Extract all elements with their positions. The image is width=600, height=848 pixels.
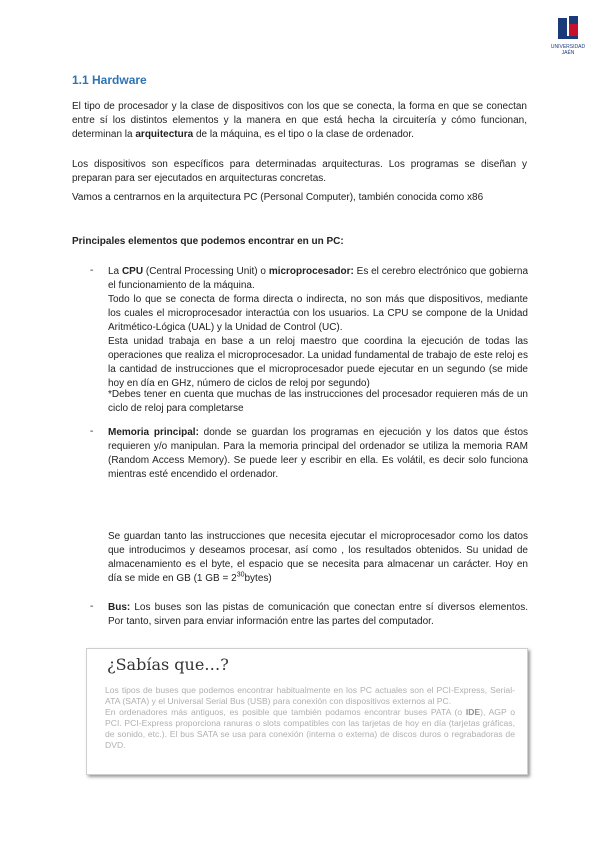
list-item-cpu [108, 265, 528, 391]
intro-p1-text: El tipo de procesador y la clase de dispositivos con los que se conecta, la forma en que se conectan entre sí los distintos elementos y la manera en que está hecha la circuitería y cómo funcionan, determinan la [72, 101, 527, 140]
cpu-paragraph-3: Esta unidad trabaja en base a un reloj maestro que coordina la ejecución de todas las operaciones que realiza el microprocesador. La unidad fundamental de trabajo de este reloj es la cantidad de instrucciones que el microprocesador puede ejecutar en un segundo (se mide hoy en día en GHz, número de ciclos de reloj por segundo) [108, 336, 528, 389]
logo-text [548, 44, 588, 56]
memory-p2-exponent: 30 [236, 571, 245, 579]
intro-paragraph-2: Los dispositivos son específicos para determinadas arquitecturas. Los programas se diseñan y preparan para ser ejecutados en arquitecturas concretas. [72, 159, 527, 184]
microprocessor-term: microprocesador: [268, 266, 354, 277]
cpu-mid: (Central Processing Unit) o [143, 266, 269, 277]
callout-paragraph-1: Los tipos de buses que podemos encontrar habitualmente en los PC actuales son el PCI-Express, Serial-ATA (SATA) y el Universal Serial Bus (USB) para conexión con dispositivos externos al PC. [105, 685, 515, 706]
memory-term: Memoria principal: [108, 427, 199, 438]
cpu-note: *Debes tener en cuenta que muchas de las instrucciones del procesador requieren más de un ciclo de reloj para completarse [108, 389, 528, 414]
memory-p2-text: Se guardan tanto las instrucciones que necesita ejecutar el microprocesador como los datos que introducimos y deseamos procesar, así como , los resultados obtenidos. Su unidad de almacenamiento es el byte, el espacio que se necesita para almacenar un carácter. Hoy en día se mide en GB (1 GB = 2 [108, 531, 528, 584]
intro-paragraph-3: Vamos a centrarnos en la arquitectura PC (Personal Computer), también conocida como x86 [72, 192, 484, 203]
list-bullet: - [90, 265, 94, 276]
cpu-pre: La [108, 266, 122, 277]
bus-term: Bus: [108, 602, 131, 613]
list-item-memory [108, 426, 528, 482]
list-bullet: - [90, 426, 94, 437]
callout-title: ¿Sabías que…? [107, 655, 229, 674]
memory-p2-end: bytes) [244, 573, 272, 584]
callout-ide-term: IDE [465, 707, 481, 717]
logo-text-line1: UNIVERSIDAD [550, 44, 586, 50]
cpu-post: Es el cerebro electrónico que gobierna el funcionamiento de la máquina. [108, 266, 529, 291]
cpu-paragraph-2: Todo lo que se conecta de forma directa o indirecta, no son más que dispositivos, mediante los cuales el microprocesador interactúa con los usuarios. La CPU se compone de la Unidad Aritmético-Lógica (UAL) y la Unidad de Control (UC). [108, 294, 528, 333]
did-you-know-box [86, 648, 528, 775]
bus-text: Los buses son las pistas de comunicación que conectan entre sí diversos elementos. Por tanto, sirven para enviar información entre las partes del computador. [108, 602, 528, 627]
cpu-term: CPU [121, 266, 144, 277]
list-bullet: - [90, 601, 94, 612]
memory-paragraph-2 [108, 530, 528, 586]
callout-paragraph-2: En ordenadores más antiguos, es posible que también podamos encontrar buses PATA (o [105, 707, 466, 717]
intro-p1-bold: arquitectura [135, 129, 194, 140]
intro-p1-text-end: de la máquina, es el tipo o la clase de ordenador. [193, 129, 414, 140]
section-title: 1.1 Hardware [72, 73, 147, 87]
subheading: Principales elementos que podemos encontrar en un PC: [72, 236, 344, 247]
logo-text-line2: JAÉN [561, 50, 575, 56]
intro-paragraph-1 [72, 100, 527, 142]
university-logo [548, 14, 588, 58]
callout-text [105, 685, 515, 751]
callout-paragraph-2-end: ), AGP o PCI. PCI-Express proporciona ranuras o slots compatibles con las tarjetas de hoy en día (tarjetas gráficas, de sonido, etc.). El bus SATA se usa para conexión (interna o externa) de discos duros o regrabadoras de DVD. [105, 707, 515, 750]
list-item-bus [108, 601, 528, 629]
university-emblem-icon [556, 14, 580, 42]
memory-text: donde se guardan los programas en ejecución y los datos que éstos requieren y/o manipulan. Para la memoria principal del ordenador se utiliza la memoria RAM (Random Access Memory). Se puede leer y escribir en ella. Es volátil, es decir solo funciona mientras esté encendido el ordenador. [108, 427, 529, 480]
